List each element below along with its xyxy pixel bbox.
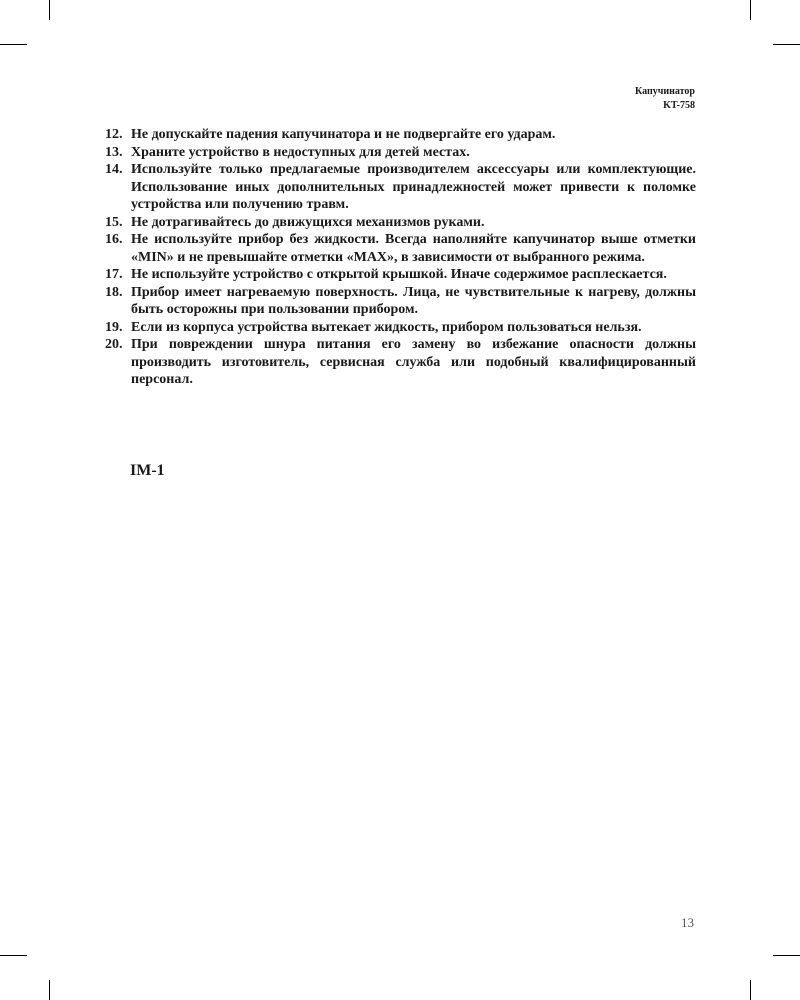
item-text: Если из корпуса устройства вытекает жидкость, прибором пользоваться нельзя. xyxy=(131,319,642,335)
item-text: Прибор имеет нагреваемую поверхность. Лица, не чувствительные к нагреву, должны быть осторожны при пользовании прибором. xyxy=(131,284,696,317)
crop-mark xyxy=(773,955,800,956)
list-item xyxy=(105,266,696,284)
list-item xyxy=(105,231,696,266)
list-item xyxy=(105,161,696,214)
item-number: 16. xyxy=(105,232,123,247)
crop-mark xyxy=(773,44,800,45)
item-text: Не допускайте падения капучинатора и не подвергайте его ударам. xyxy=(131,127,556,142)
list-item xyxy=(105,144,696,162)
item-number: 20. xyxy=(105,337,123,352)
list-item xyxy=(105,319,696,337)
crop-mark xyxy=(750,0,751,20)
item-text: Не дотрагивайтесь до движущихся механизмов руками. xyxy=(131,214,485,230)
item-text: Не используйте прибор без жидкости. Всегда наполняйте капучинатор выше отметки «MIN» и не превышайте отметки «MAX», в зависимости от выбранного режима. xyxy=(131,232,696,265)
document-code: IM-1 xyxy=(130,462,165,479)
crop-mark xyxy=(49,980,50,1000)
crop-mark xyxy=(0,955,27,956)
crop-mark xyxy=(49,0,50,20)
list-item xyxy=(105,284,696,319)
page-number: 13 xyxy=(681,915,694,930)
item-number: 12. xyxy=(105,127,123,142)
item-text: Не используйте устройство с открытой крышкой. Иначе содержимое расплескается. xyxy=(131,267,667,282)
list-item xyxy=(105,336,696,389)
item-number: 17. xyxy=(105,267,123,282)
safety-instructions-list xyxy=(105,126,696,389)
crop-mark xyxy=(750,980,751,1000)
item-number: 19. xyxy=(105,319,123,335)
running-header xyxy=(635,85,695,113)
item-text: Используйте только предлагаемые производителем аксессуары или комплектующие. Использование иных дополнительных принадлежностей может привести к поломке устройства или получению травм. xyxy=(131,162,696,212)
item-number: 18. xyxy=(105,284,123,300)
item-number: 14. xyxy=(105,162,123,177)
item-number: 13. xyxy=(105,144,123,160)
crop-mark xyxy=(0,44,27,45)
header-model: KT-758 xyxy=(663,100,695,111)
list-item xyxy=(105,126,696,144)
list-item xyxy=(105,214,696,232)
item-text: Храните устройство в недоступных для детей местах. xyxy=(131,144,470,160)
item-text: При повреждении шнура питания его замену во избежание опасности должны производить изготовитель, сервисная служба или подобный квалифицированный персонал. xyxy=(131,337,696,387)
header-title: Капучинатор xyxy=(635,86,695,97)
item-number: 15. xyxy=(105,214,123,230)
